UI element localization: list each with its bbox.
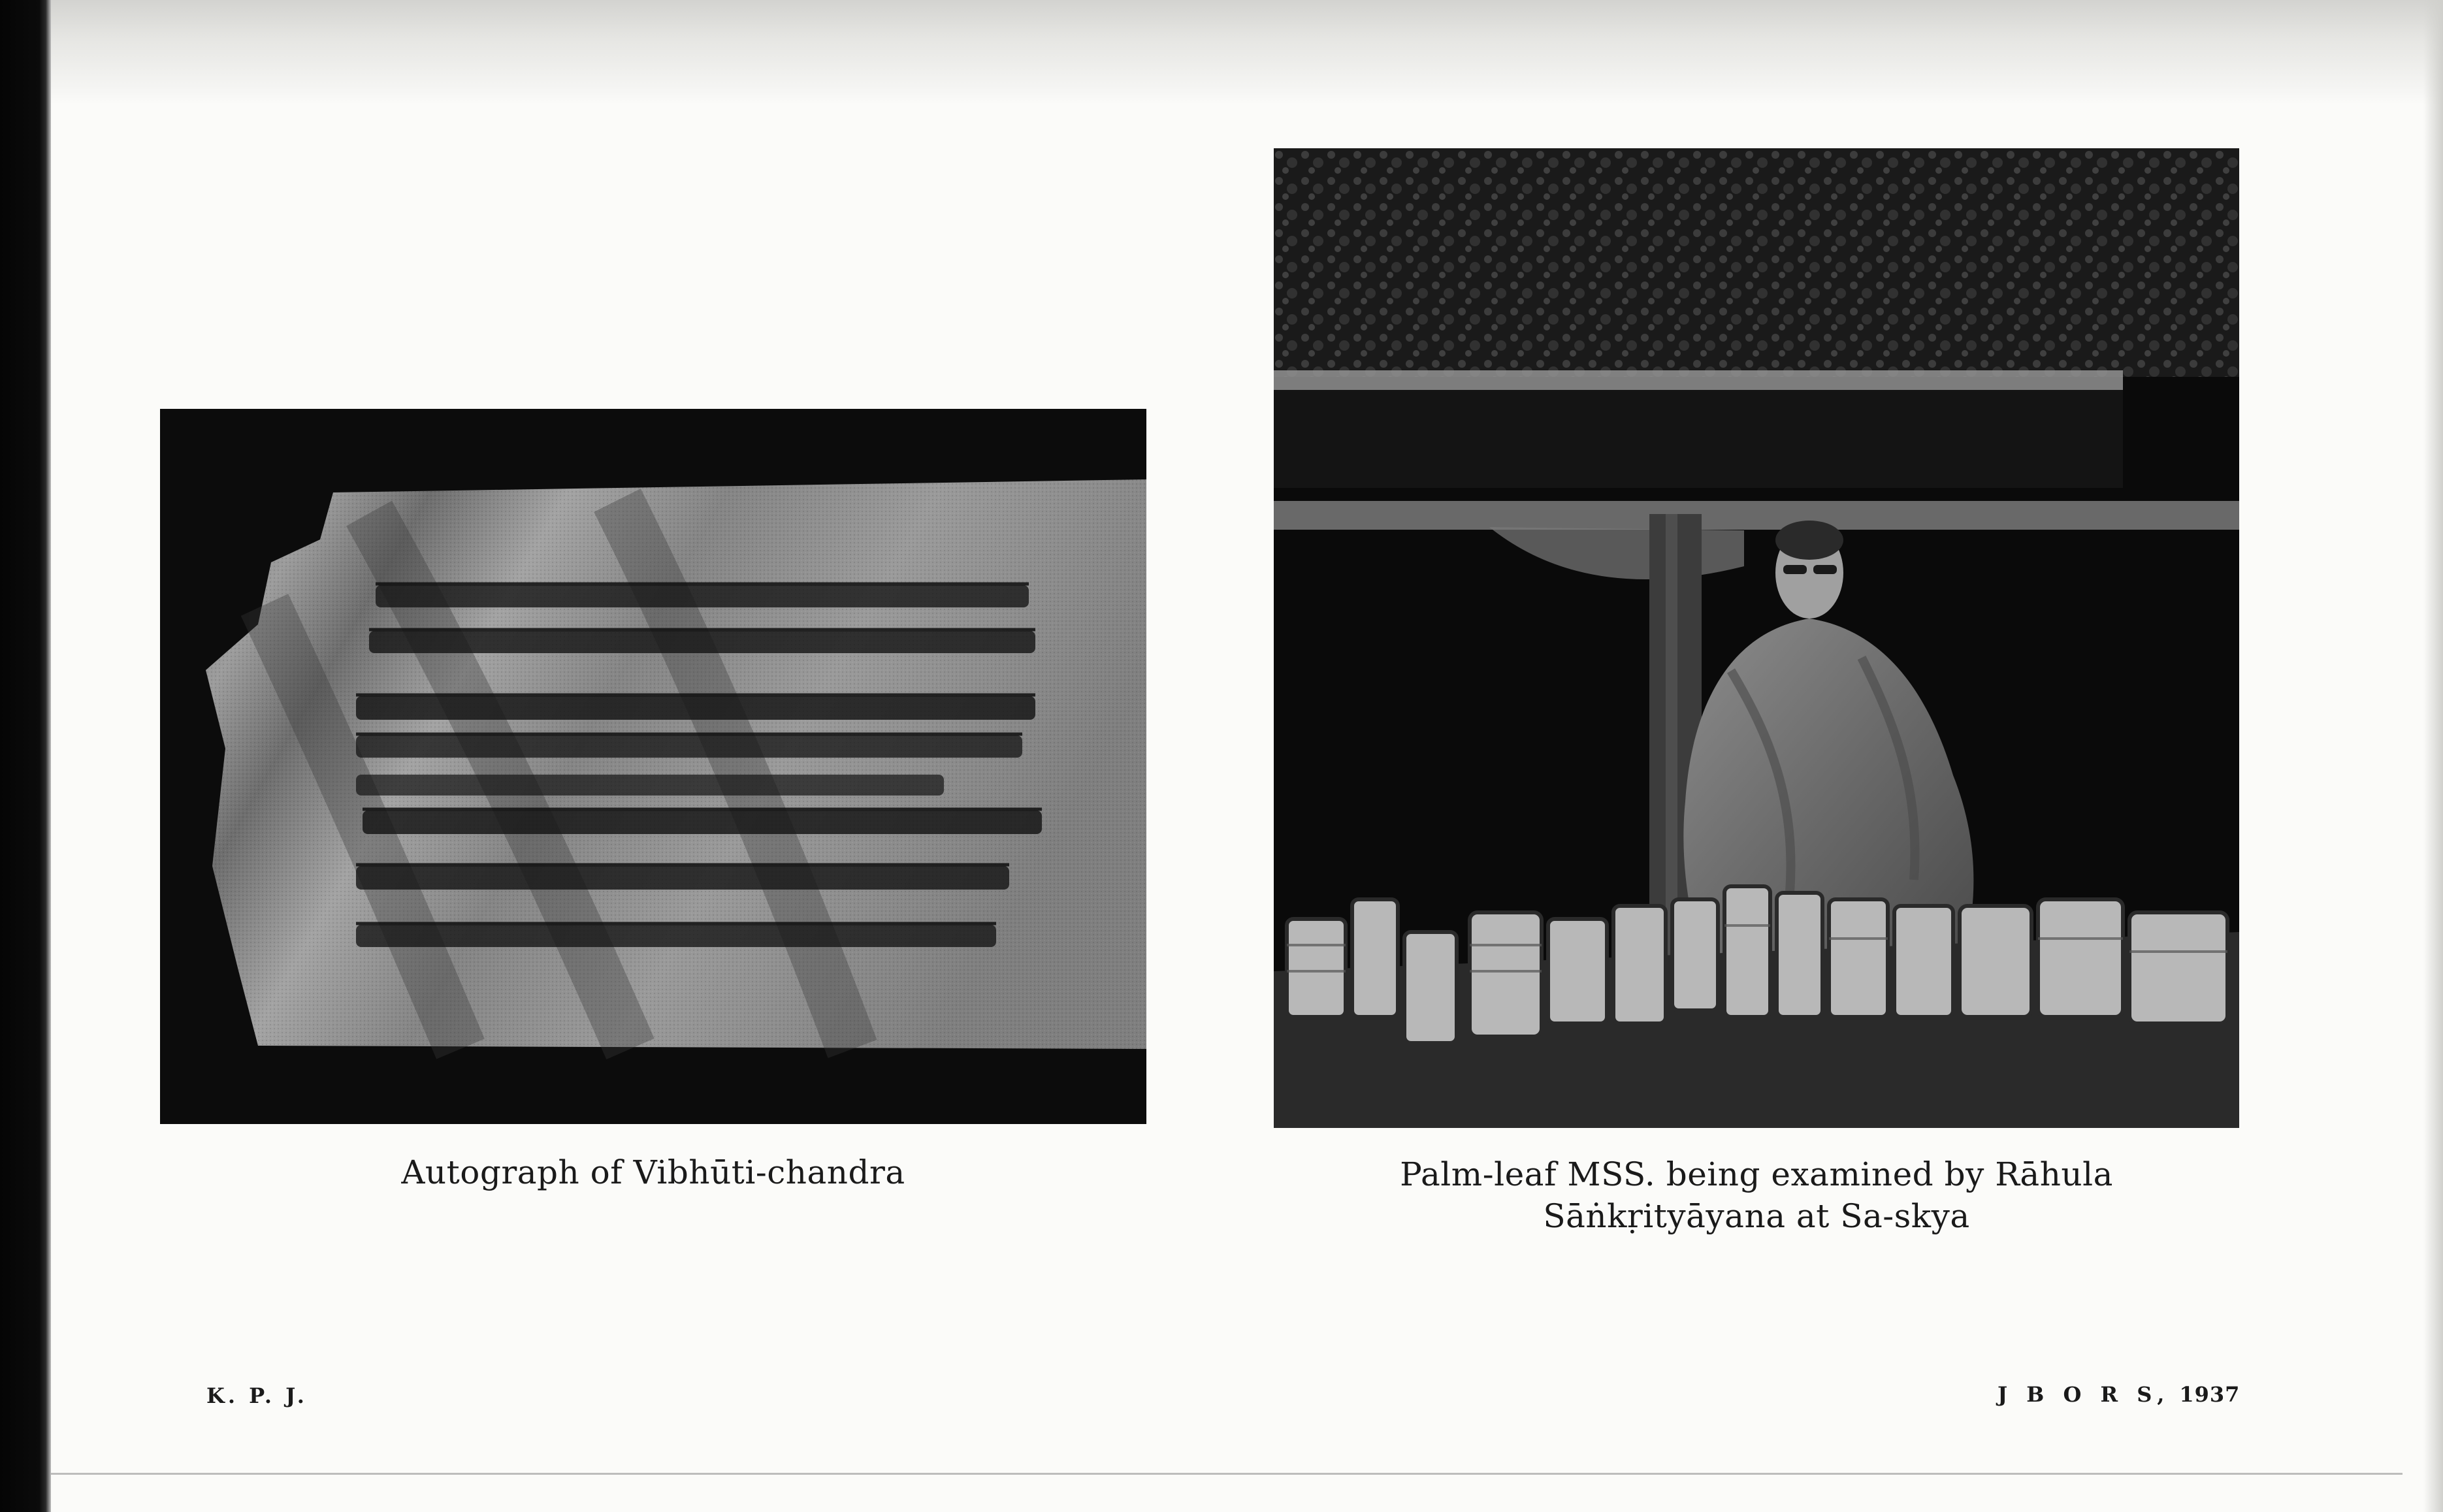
scan-edge-shadow	[0, 0, 51, 1512]
caption-line: Sāṅkṛityāyana at Sa-skya	[1543, 1197, 1970, 1235]
footer-journal-ref	[1998, 1382, 2240, 1407]
scan-bottom-edge	[51, 1473, 2403, 1475]
journal-year: 1937	[2179, 1382, 2241, 1407]
caption-autograph	[160, 1151, 1146, 1193]
palm-leaf-photo	[1274, 148, 2239, 1128]
caption-palm-leaf	[1274, 1153, 2239, 1237]
scan-top-grain	[51, 0, 2443, 105]
journal-name: J B O R S,	[1998, 1382, 2171, 1407]
caption-line: Autograph of Vibhūti-chandra	[401, 1153, 905, 1191]
scan-right-edge	[2423, 0, 2443, 1512]
manuscript-photo	[160, 409, 1146, 1124]
footer-initials: K. P. J.	[206, 1383, 308, 1408]
caption-line: Palm-leaf MSS. being examined by Rāhula	[1400, 1155, 2113, 1193]
